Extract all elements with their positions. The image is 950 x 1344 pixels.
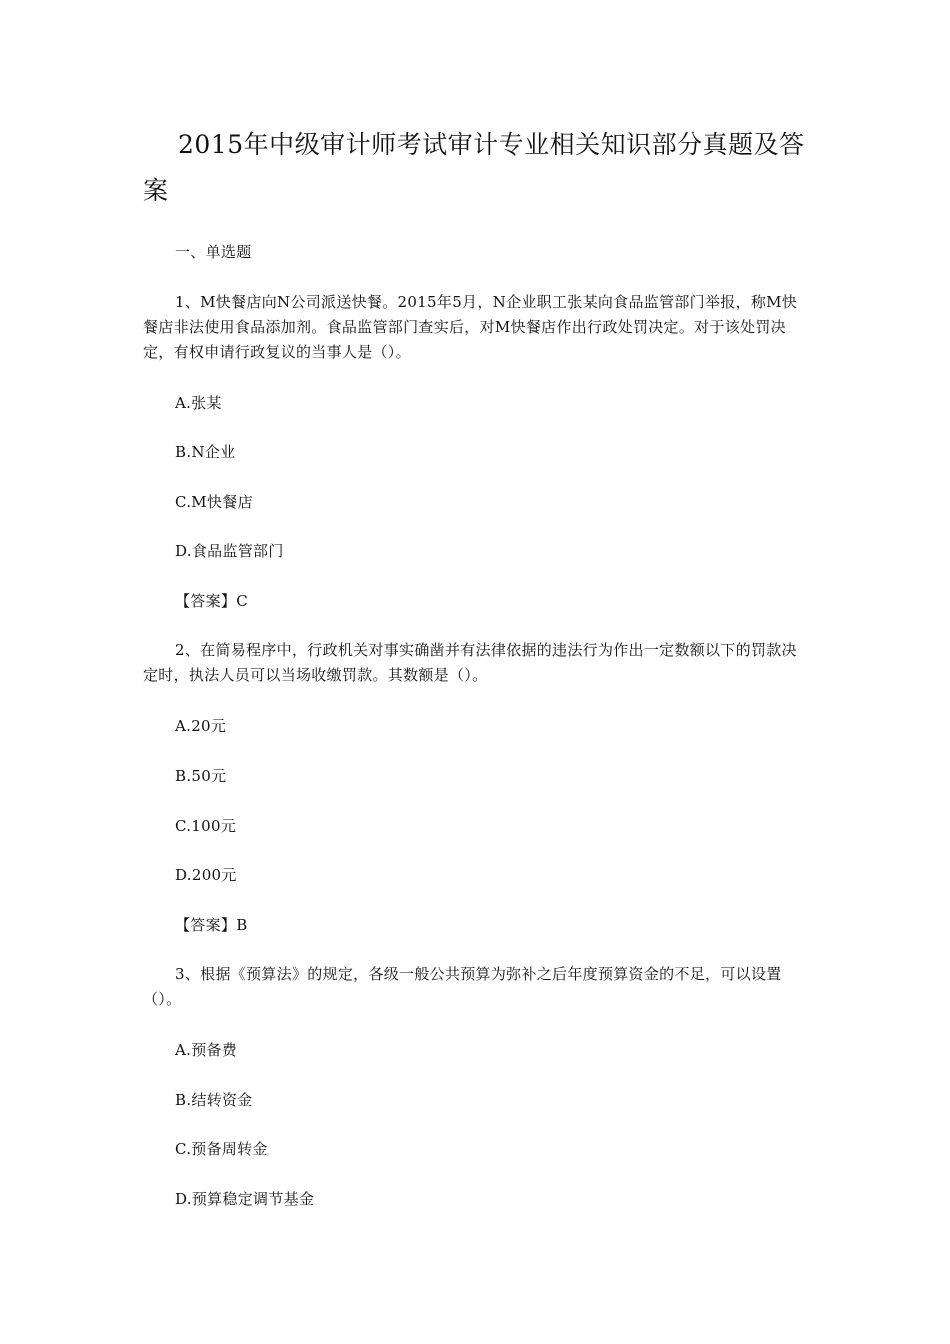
- option-b: B.N企业: [175, 443, 236, 461]
- document-title: 2015年中级审计师考试审计专业相关知识部分真题及答案: [143, 130, 805, 205]
- option-b: B.结转资金: [175, 1091, 253, 1109]
- option-a: A.20元: [175, 717, 227, 735]
- answer-line: 【答案】C: [175, 592, 248, 610]
- option-b: B.50元: [175, 767, 227, 785]
- option-c: C.100元: [175, 817, 237, 835]
- question-stem: 1、M快餐店向N公司派送快餐。2015年5月，N企业职工张某向食品监管部门举报，称M快餐店非法使用食品添加剂。食品监管部门查实后，对M快餐店作出行政处罚决定。对于该处罚决定，有权申请行政复议的当事人是（）。: [143, 293, 798, 361]
- option-a: A.张某: [175, 394, 222, 412]
- answer-line: 【答案】B: [175, 916, 248, 934]
- question-stem: 2、在简易程序中，行政机关对事实确凿并有法律依据的违法行为作出一定数额以下的罚款决定时，执法人员可以当场收缴罚款。其数额是（）。: [143, 641, 797, 684]
- option-d: D.200元: [175, 866, 237, 884]
- option-d: D.预算稳定调节基金: [175, 1190, 315, 1208]
- option-a: A.预备费: [175, 1041, 238, 1059]
- question-stem: 3、根据《预算法》的规定，各级一般公共预算为弥补之后年度预算资金的不足，可以设置（）。: [143, 965, 782, 1008]
- option-d: D.食品监管部门: [175, 542, 284, 560]
- option-c: C.M快餐店: [175, 493, 253, 511]
- option-c: C.预备周转金: [175, 1140, 268, 1158]
- section-heading: 一、单选题: [175, 243, 252, 261]
